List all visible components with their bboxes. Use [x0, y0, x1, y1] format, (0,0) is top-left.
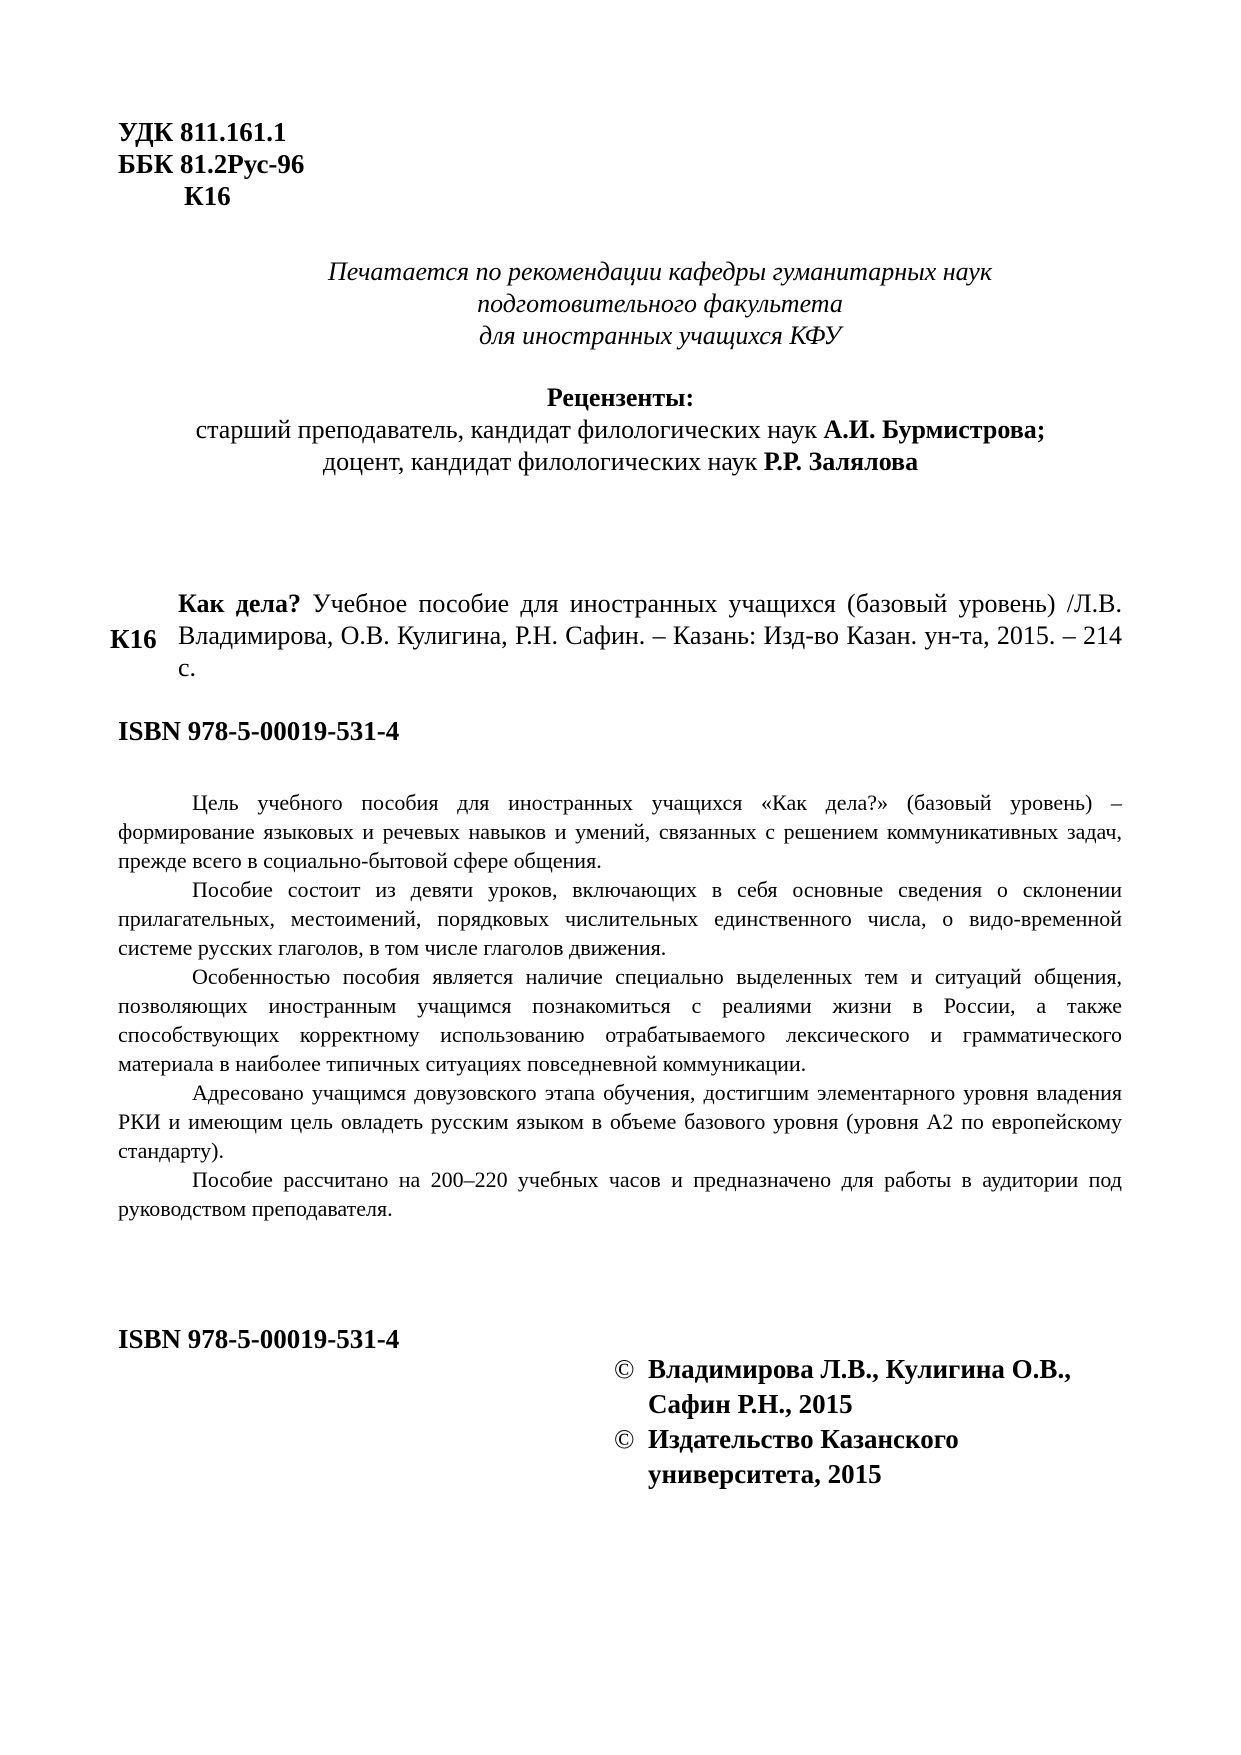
- recommendation-line: подготовительного факультета: [477, 289, 843, 318]
- bibliography-text: Учебное пособие для иностранных учащихся (базовый уровень) /Л.В. Владимирова, О.В. Кулигина, Р.Н. Сафин. – Казань: Изд-во Казан. ун-та, 2015. – 214 с.: [178, 589, 1122, 682]
- recommendation-note: [140, 256, 1180, 352]
- reviewer-position: доцент, кандидат филологических наук: [322, 447, 764, 476]
- isbn-top: ISBN 978-5-00019-531-4: [118, 716, 400, 746]
- reviewer-name: Р.Р. Залялова: [763, 447, 919, 476]
- book-title: Как дела?: [178, 589, 301, 618]
- abstract-paragraph: Пособие рассчитано на 200–220 учебных часов и предназначено для работы в аудитории под руководством преподавателя.: [118, 1167, 1122, 1221]
- abstract-paragraph: Адресовано учащимся довузовского этапа обучения, достигшим элементарного уровня владения РКИ и имеющим цель овладеть русским языком в объеме базового уровня (уровня А2 по европейскому стандарту).: [118, 1080, 1122, 1163]
- copyright-holder-cont: Сафин Р.Н., 2015: [648, 1389, 853, 1419]
- reviewer-line: [80, 414, 1161, 446]
- copyright-symbol: ©: [614, 1354, 635, 1384]
- isbn-bottom: ISBN 978-5-00019-531-4: [118, 1324, 400, 1354]
- abstract: [118, 788, 1122, 1223]
- udk-code: УДК 811.161.1: [118, 117, 287, 147]
- reviewer-position: старший преподаватель, кандидат филологических наук: [195, 415, 824, 444]
- bibliography-code: К16: [110, 624, 157, 654]
- copyright-entry: [614, 1352, 1071, 1387]
- reviewer-name: А.И. Бурмистрова;: [823, 415, 1046, 444]
- copyright-holder: Владимирова Л.В., Кулигина О.В.,: [648, 1354, 1071, 1384]
- classification-block: [118, 116, 304, 212]
- copyright-entry: [614, 1422, 1071, 1457]
- abstract-paragraph: Особенностью пособия является наличие специально выделенных тем и ситуаций общения, позволяющих иностранным учащимся познакомиться с реалиями жизни в России, а также способствующих корректному использованию отрабатываемого лексического и грамматического материала в наиболее типичных ситуациях повседневной коммуникации.: [118, 964, 1122, 1076]
- author-sign: К16: [184, 181, 231, 211]
- bbk-code: ББК 81.2Рус-96: [118, 149, 305, 179]
- copyright-holder: Издательство Казанского: [648, 1424, 959, 1454]
- copyright-symbol: ©: [614, 1424, 635, 1454]
- copyright-block: [614, 1352, 1071, 1492]
- reviewers-title: Рецензенты:: [546, 383, 695, 412]
- recommendation-line: Печатается по рекомендации кафедры гуманитарных наук: [327, 257, 993, 286]
- copyright-holder-cont: университета, 2015: [648, 1459, 882, 1489]
- bibliographic-description: [178, 588, 1122, 684]
- reviewers-block: [80, 382, 1161, 478]
- recommendation-line: для иностранных учащихся КФУ: [479, 321, 841, 350]
- abstract-paragraph: Пособие состоит из девяти уроков, включающих в себя основные сведения о склонении прилагательных, местоимений, порядковых числительных единственного числа, о видо-временной системе русских глаголов, в том числе глаголов движения.: [118, 877, 1122, 960]
- reviewer-line: [80, 446, 1161, 478]
- abstract-paragraph: Цель учебного пособия для иностранных учащихся «Как дела?» (базовый уровень) – формирование языковых и речевых навыков и умений, связанных с решением коммуникативных задач, прежде всего в социально-бытовой сфере общения.: [118, 790, 1122, 873]
